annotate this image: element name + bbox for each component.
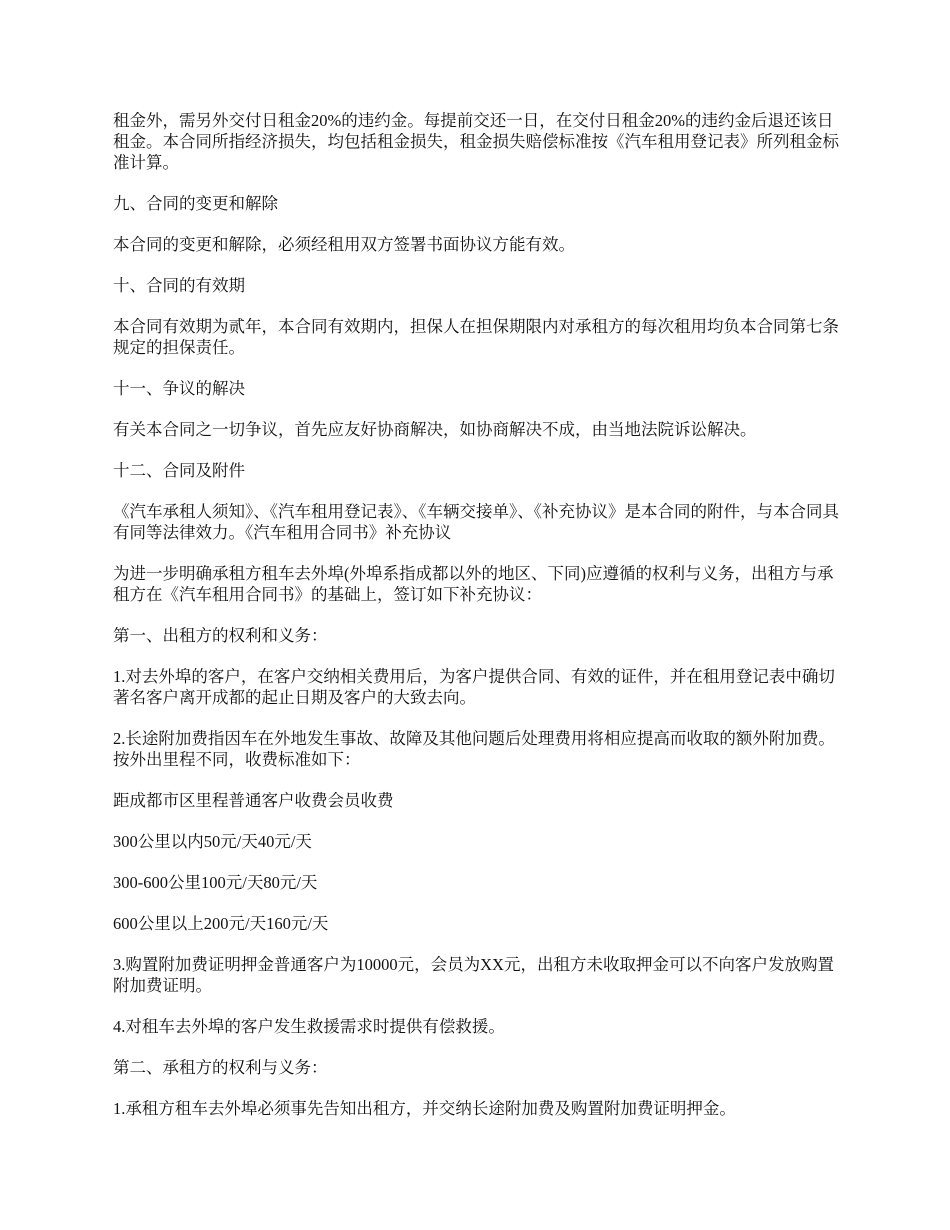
heading-section-10: 十、合同的有效期	[113, 276, 245, 295]
list-item-lessor-1: 1.对去外埠的客户，在客户交纳相关费用后，为客户提供合同、有效的证件，并在租用登记表中确切著名客户离开成都的起止日期及客户的大致去向。	[113, 667, 835, 707]
paragraph-section-12: 《汽车承租人须知》、《汽车租用登记表》、《车辆交接单》、《补充协议》是本合同的附件，与本合同具有同等法律效力。《汽车租用合同书》补充协议	[113, 502, 839, 542]
document-page	[113, 110, 843, 1139]
fee-table-header: 距成都市区里程普通客户收费会员收费	[113, 791, 394, 810]
heading-section-11: 十一、争议的解决	[113, 379, 245, 398]
heading-section-12: 十二、合同及附件	[113, 461, 245, 480]
heading-lessor-rights: 第一、出租方的权利和义务：	[113, 626, 328, 645]
list-item-lessor-4: 4.对租车去外埠的客户发生救援需求时提供有偿救援。	[113, 1017, 505, 1036]
paragraph-section-10: 本合同有效期为贰年，本合同有效期内，担保人在担保期限内对承租方的每次租用均负本合同第七条规定的担保责任。	[113, 317, 839, 357]
fee-table-row: 300-600公里100元/天80元/天	[113, 873, 318, 892]
fee-table-row: 300公里以内50元/天40元/天	[113, 832, 312, 851]
fee-table-row: 600公里以上200元/天160元/天	[113, 914, 329, 933]
paragraph-section-9: 本合同的变更和解除，必须经租用双方签署书面协议方能有效。	[113, 235, 575, 254]
list-item-lessor-3: 3.购置附加费证明押金普通客户为10000元，会员为XX元，出租方未收取押金可以不向客户发放购置附加费证明。	[113, 955, 834, 995]
list-item-lessor-2: 2.长途附加费指因车在外地发生事故、故障及其他问题后处理费用将相应提高而收取的额外附加费。按外出里程不同，收费标准如下：	[113, 729, 835, 769]
paragraph-penalty-terms: 租金外，需另外交付日租金20%的违约金。每提前交还一日，在交付日租金20%的违约金后退还该日租金。本合同所指经济损失，均包括租金损失，租金损失赔偿标准按《汽车租用登记表》所列租金标准计算。	[113, 111, 839, 172]
heading-lessee-rights: 第二、承租方的权利与义务：	[113, 1058, 328, 1077]
paragraph-supplement-intro: 为进一步明确承租方租车去外埠(外埠系指成都以外的地区、下同)应遵循的权利与义务，出租方与承租方在《汽车租用合同书》的基础上，签订如下补充协议：	[113, 564, 834, 604]
list-item-lessee-1: 1.承租方租车去外埠必须事先告知出租方，并交纳长途附加费及购置附加费证明押金。	[113, 1099, 736, 1118]
paragraph-section-11: 有关本合同之一切争议，首先应友好协商解决，如协商解决不成，由当地法院诉讼解决。	[113, 420, 757, 439]
heading-section-9: 九、合同的变更和解除	[113, 194, 278, 213]
